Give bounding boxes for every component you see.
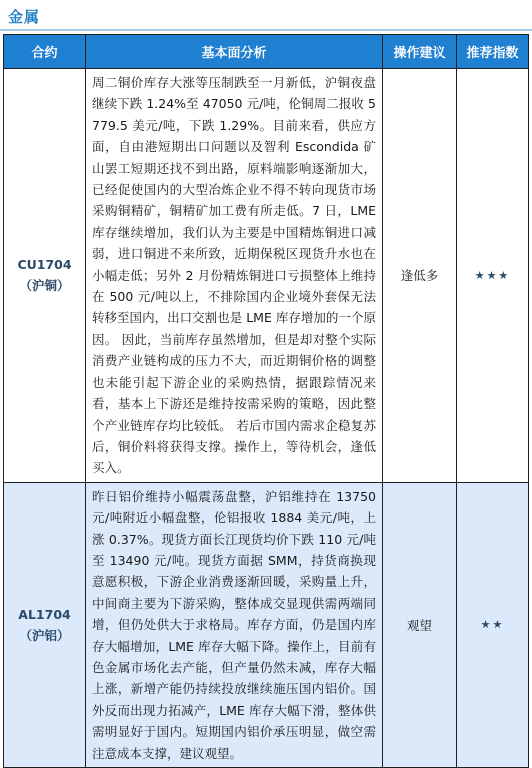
contract-cell [4, 69, 86, 483]
header-contract: 合约 [4, 35, 86, 69]
contract-name: （沪铝） [19, 627, 70, 643]
table-header-row [4, 35, 529, 69]
advice-text: 逢低多 [383, 69, 457, 483]
contract-name: （沪铜） [19, 278, 70, 294]
header-analysis: 基本面分析 [86, 35, 383, 69]
header-rating: 推荐指数 [457, 35, 529, 69]
table-row [4, 482, 529, 767]
table-row [4, 69, 529, 483]
rating-stars: ★★ [457, 482, 529, 767]
contract-cell [4, 482, 86, 767]
title-divider [0, 29, 532, 31]
advice-text: 观望 [383, 482, 457, 767]
fundamentals-table [3, 34, 529, 768]
analysis-text: 昨日铝价维持小幅震荡盘整，沪铝维持在 13750 元/吨附近小幅盘整，伦铝报收 1884 美元/吨，上涨 0.37%。现货方面长江现货均价下跌 110 元/吨至 13490 元/吨。现货方面据 SMM，持货商换现意愿积极，下游企业消费逐渐回暖，采购量上升，中间商主要为下游采购，整体成交显现供需两端同增，但仍处供大于求格局。库存方面，仍是国内库存大幅增加，LME 库存大幅下降。操作上，目前有色金属市场化去产能，但产量仍然未减，库存大幅上涨，新增产能仍持续投放继续施压国内铝价。国外反而出现力拓减产，LME 库存大幅下滑，整体供需明显好于国内。短期国内铝价承压明显，做空需注意成本支撑，建议观望。 [86, 482, 383, 767]
contract-code: CU1704 [17, 257, 72, 273]
contract-code: AL1704 [18, 606, 71, 622]
section-title: 金属 [8, 8, 41, 26]
analysis-text: 周二铜价库存大涨等压制跌至一月新低，沪铜夜盘继续下跌 1.24%至 47050 元/吨，伦铜周二报收 5779.5 美元/吨，下跌 1.29%。目前来看，供应方面，自由港短期出口问题以及智利 Escondida 矿山罢工短期还找不到出路，原料端影响逐渐加大，已经促使国内的大型冶炼企业不得不转向现货市场采购铜精矿，铜精矿加工费有所走低。7 日，LME 库存继续增加，我们认为主要是中国精炼铜进口减弱，进口铜进不来所致，近期保税区现货升水也在小幅走低；另外 2 月份精炼铜进口亏损整体上维持在 500 元/吨以上，不排除国内企业境外套保无法转移至国内，出口交割也是 LME 库存增加的一个原因。 因此，当前库存虽然增加，但是却对整个实际消费产业链构成的压力不大，而近期铜价格的调整也未能引起下游企业的采购热情，据跟踪情况来看，基本上下游还是维持按需采购的策略，因此整个产业链库存均比较低。 若后市国内需求企稳复苏后，铜价料将获得支撑。操作上，等待机会，逢低买入。 [86, 69, 383, 483]
header-advice: 操作建议 [383, 35, 457, 69]
rating-stars: ★★★ [457, 69, 529, 483]
